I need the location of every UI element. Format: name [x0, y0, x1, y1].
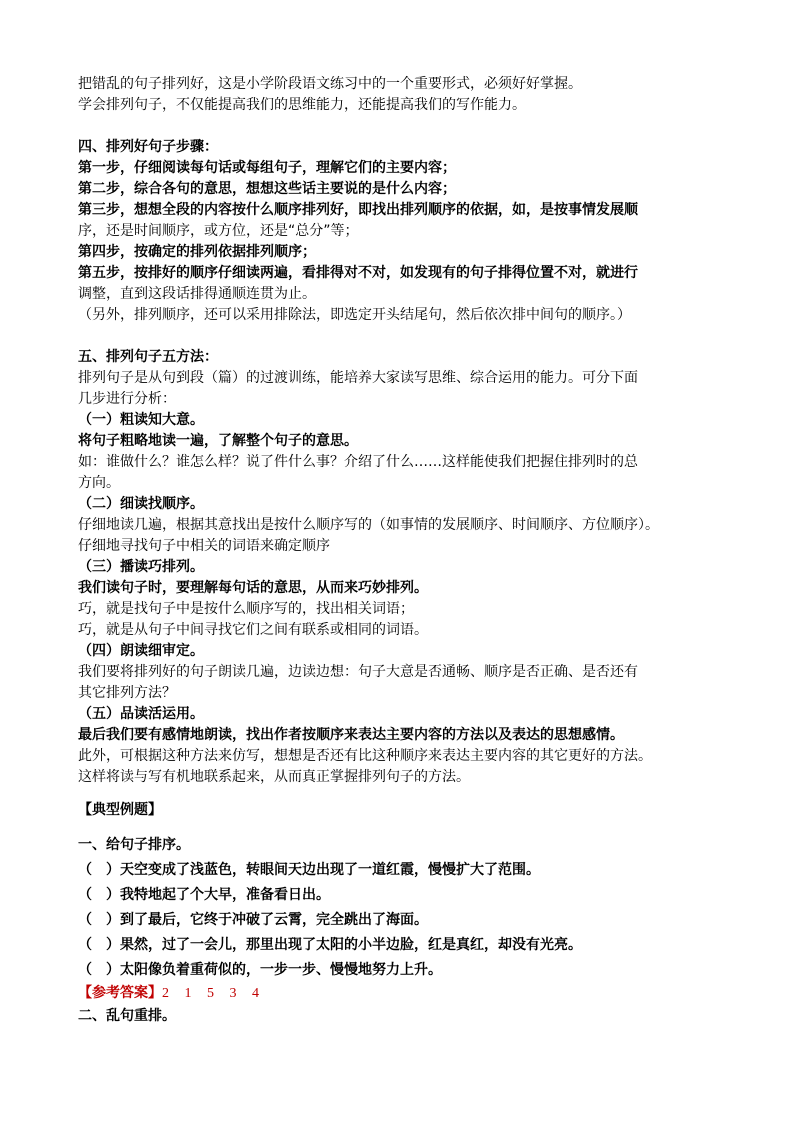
section-5-intro: 排列句子是从句到段（篇）的过渡训练，能培养大家读写思维、综合运用的能力。可分下面 — [78, 370, 638, 386]
method-3-line: 巧，就是找句子中是按什么顺序写的，找出相关词语； — [78, 601, 414, 617]
answer-line — [78, 983, 738, 1004]
method-5-line: 最后我们要有感情地朗读，找出作者按顺序来表达主要内容的方法以及表达的思想感情。 — [78, 727, 624, 743]
method-4-line: 我们要将排列好的句子朗读几遍，边读边想：句子大意是否通畅、顺序是否正确、是否还有 — [78, 664, 638, 680]
answer-label: 【参考答案】 — [78, 985, 162, 1001]
method-1-title: （一）粗读知大意。 — [78, 412, 204, 428]
step-line: 调整，直到这段话排得通顺连贯为止。 — [78, 286, 316, 302]
method-2-line: 仔细地读几遍，根据其意找出是按什么顺序写的（如事情的发展顺序、时间顺序、方位顺序）。 — [78, 517, 659, 533]
method-3-line: 我们读句子时，要理解每句话的意思，从而来巧妙排列。 — [78, 580, 428, 596]
question-1-title: 一、给句子排序。 — [78, 837, 190, 853]
document-content — [78, 74, 738, 1029]
step-line: 第四步，按确定的排列依据排列顺序； — [78, 244, 316, 260]
step-line: 序，还是时间顺序，或方位，还是“总分”等； — [78, 223, 359, 239]
method-5-line: 这样将读与写有机地联系起来，从而真正掌握排列句子的方法。 — [78, 769, 470, 785]
section-4-heading: 四、排列好句子步骤： — [78, 139, 218, 155]
method-5-line: 此外，可根据这种方法来仿写，想想是否还有比这种顺序来表达主要内容的其它更好的方法。 — [78, 748, 652, 764]
intro-line: 把错乱的句子排列好，这是小学阶段语文练习中的一个重要形式，必须好好掌握。 — [78, 76, 582, 92]
step-note: （另外，排列顺序，还可以采用排除法，即选定开头结尾句，然后依次排中间句的顺序。） — [78, 307, 631, 323]
method-3-line: 巧，就是从句子中间寻找它们之间有联系或相同的词语。 — [78, 622, 428, 638]
step-line: 第三步，想想全段的内容按什么顺序排列好，即找出排列顺序的依据，如，是按事情发展顺 — [78, 202, 638, 218]
method-1-line: 将句子粗略地读一遍，了解整个句子的意思。 — [78, 433, 358, 449]
question-item: （ ）太阳像负着重荷似的，一步一步、慢慢地努力上升。 — [78, 962, 442, 978]
method-1-line: 如：谁做什么？谁怎么样？说了件什么事？介绍了什么……这样能使我们把握住排列时的总 — [78, 454, 638, 470]
method-5-title: （五）品读活运用。 — [78, 706, 204, 722]
method-1-line: 方向。 — [78, 475, 120, 491]
method-3-title: （三）播读巧排列。 — [78, 559, 204, 575]
question-item: （ ）果然，过了一会儿，那里出现了太阳的小半边脸，红是真红，却没有光亮。 — [78, 937, 582, 953]
question-item: （ ）天空变成了浅蓝色，转眼间天边出现了一道红霞，慢慢扩大了范围。 — [78, 862, 540, 878]
step-line: 第二步，综合各句的意思，想想这些话主要说的是什么内容； — [78, 181, 456, 197]
method-4-title: （四）朗读细审定。 — [78, 643, 204, 659]
question-item: （ ）到了最后，它终于冲破了云霄，完全跳出了海面。 — [78, 912, 428, 928]
step-line: 第五步，按排好的顺序仔细读两遍，看排得对不对，如发现有的句子排得位置不对，就进行 — [78, 265, 638, 281]
answer-values: 2 1 5 3 4 — [162, 986, 265, 1001]
section-5-intro: 几步进行分析： — [78, 391, 176, 407]
question-item: （ ）我特地起了个大早，准备看日出。 — [78, 887, 330, 903]
examples-heading: 【典型例题】 — [78, 802, 162, 818]
section-5-heading: 五、排列句子五方法： — [78, 349, 218, 365]
method-2-title: （二）细读找顺序。 — [78, 496, 204, 512]
method-2-line: 仔细地寻找句子中相关的词语来确定顺序 — [78, 538, 330, 554]
step-line: 第一步，仔细阅读每句话或每组句子，理解它们的主要内容； — [78, 160, 456, 176]
intro-line: 学会排列句子，不仅能提高我们的思维能力，还能提高我们的写作能力。 — [78, 97, 526, 113]
method-4-line: 其它排列方法？ — [78, 685, 176, 701]
question-2-title: 二、乱句重排。 — [78, 1008, 176, 1024]
